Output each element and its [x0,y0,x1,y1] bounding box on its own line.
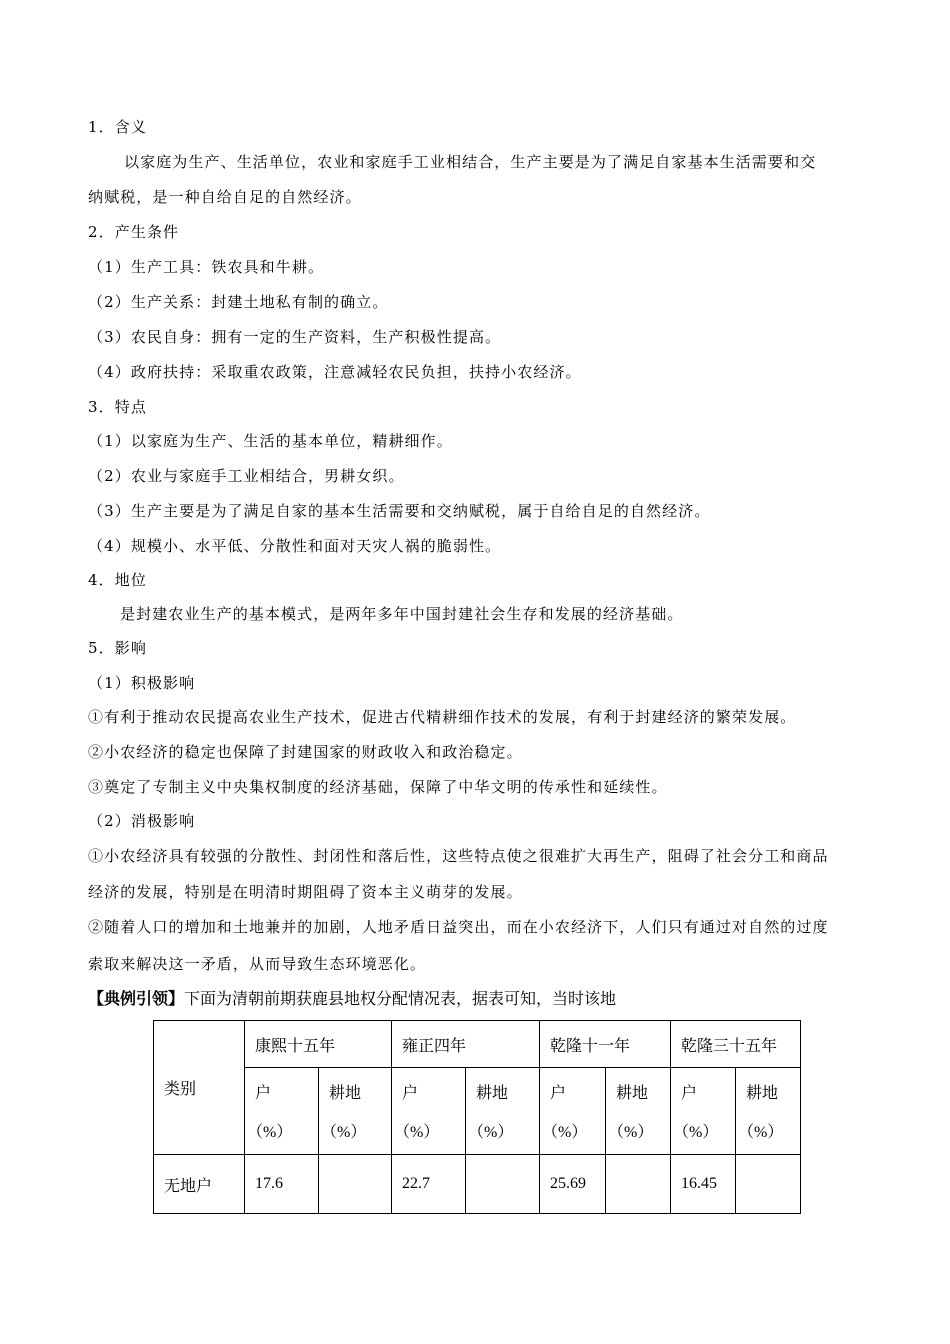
section-3-item: （3）生产主要是为了满足自家的基本生活需要和交纳赋税，属于自给自足的自然经济。 [88,502,711,520]
section-4-heading: 4．地位 [88,571,147,589]
section-3-item: （2）农业与家庭手工业相结合，男耕女织。 [88,467,405,485]
section-2-item: （2）生产关系：封建土地私有制的确立。 [88,293,389,311]
year-header: 乾隆十一年 [540,1021,671,1068]
households-subheader: 户 （%） [245,1068,319,1155]
households-subheader: 户 （%） [392,1068,466,1155]
section-5-heading: 5．影响 [88,639,147,657]
table-cell [319,1155,392,1214]
year-header: 乾隆三十五年 [671,1021,801,1068]
section-5-negative-item-1-line-2: 经济的发展，特别是在明清时期阻碍了资本主义萌芽的发展。 [88,883,523,901]
section-3-heading: 3．特点 [88,398,147,416]
section-3-item: （4）规模小、水平低、分散性和面对天灾人祸的脆弱性。 [88,537,502,555]
land-subheader: 耕地 （%） [319,1068,392,1155]
table-cell [606,1155,671,1214]
table-cell [736,1155,801,1214]
section-1-paragraph-line-2: 纳赋税，是一种自给自足的自然经济。 [88,188,362,206]
households-subheader: 户 （%） [671,1068,736,1155]
section-2-heading: 2．产生条件 [88,223,180,241]
section-5-negative-heading: （2）消极影响 [88,812,196,830]
section-5-negative-item-2-line-1: ②随着人口的增加和土地兼并的加剧，人地矛盾日益突出，而在小农经济下，人们只有通过对自然的过度 [88,918,829,936]
land-distribution-table [153,1020,801,1214]
row-label: 无地户 [154,1155,245,1214]
section-5-negative-item-1-line-1: ①小农经济具有较强的分散性、封闭性和落后性，这些特点使之很难扩大再生产，阻碍了社会分工和商品 [88,847,829,865]
section-1-paragraph-line-1: 以家庭为生产、生活单位，农业和家庭手工业相结合，生产主要是为了满足自家基本生活需要和交 [124,153,817,171]
table-row [154,1155,801,1214]
section-5-positive-item: ③奠定了专制主义中央集权制度的经济基础，保障了中华文明的传承性和延续性。 [88,778,668,796]
example-lead [88,989,616,1009]
section-1-heading: 1．含义 [88,118,147,136]
land-subheader: 耕地 （%） [606,1068,671,1155]
section-5-positive-heading: （1）积极影响 [88,674,196,692]
section-4-paragraph: 是封建农业生产的基本模式，是两年多年中国封建社会生存和发展的经济基础。 [120,605,684,623]
example-tag: 【典例引领】 [88,989,185,1008]
table-cell: 17.6 [245,1155,319,1214]
land-subheader: 耕地 （%） [466,1068,540,1155]
section-5-negative-item-2-line-2: 索取来解决这一矛盾，从而导致生态环境恶化。 [88,955,427,973]
year-header: 雍正四年 [392,1021,540,1068]
table-cell: 25.69 [540,1155,606,1214]
section-2-item: （3）农民自身：拥有一定的生产资料，生产积极性提高。 [88,328,502,346]
land-subheader: 耕地 （%） [736,1068,801,1155]
section-3-item: （1）以家庭为生产、生活的基本单位，精耕细作。 [88,432,453,450]
year-header: 康熙十五年 [245,1021,392,1068]
table-cell: 22.7 [392,1155,466,1214]
example-text: 下面为清朝前期获鹿县地权分配情况表，据表可知，当时该地 [184,989,617,1008]
section-5-positive-item: ②小农经济的稳定也保障了封建国家的财政收入和政治稳定。 [88,743,523,761]
section-5-positive-item: ①有利于推动农民提高农业生产技术，促进古代精耕细作技术的发展，有利于封建经济的繁荣发展。 [88,708,797,726]
households-subheader: 户 （%） [540,1068,606,1155]
table-cell: 16.45 [671,1155,736,1214]
table-cell [466,1155,540,1214]
category-header: 类别 [154,1021,245,1155]
section-2-item: （1）生产工具：铁农具和牛耕。 [88,258,325,276]
section-2-item: （4）政府扶持：采取重农政策，注意减轻农民负担，扶持小农经济。 [88,363,582,381]
